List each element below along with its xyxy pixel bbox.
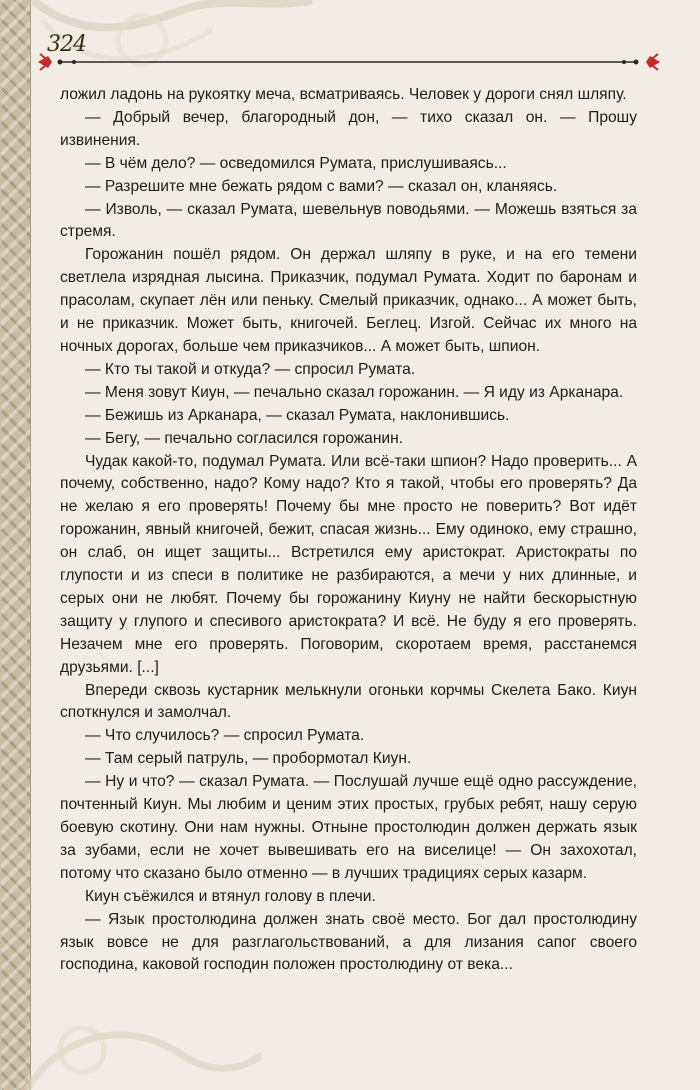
paragraph: — Меня зовут Киун, — печально сказал горожанин. — Я иду из Арканара.: [85, 383, 624, 401]
body-text: [60, 84, 637, 977]
paragraph: — Добрый вечер, благородный дон, — тихо сказал он. — Прошу извинения.: [60, 108, 637, 149]
paragraph: — Язык простолюдина должен знать своё место. Бог дал простолюдину язык вовсе не для разглагольствований, а для лизания сапог своего господина, каковой господин положен простолюдину от века...: [60, 910, 637, 974]
paragraph: ложил ладонь на рукоятку меча, всматриваясь. Человек у дороги снял шляпу.: [60, 86, 627, 103]
paragraph: — В чём дело? — осведомился Румата, прислушиваясь...: [85, 154, 507, 172]
paragraph: — Изволь, — сказал Румата, шевельнув поводьями. — Можешь взяться за стремя.: [60, 200, 637, 241]
paragraph: — Разрешите мне бежать рядом с вами? — сказал он, кланяясь.: [85, 177, 558, 195]
paragraph: — Бежишь из Арканара, — сказал Румата, наклонившись.: [85, 406, 510, 424]
page-number: 324: [47, 32, 86, 57]
header-rule: [38, 50, 660, 74]
paragraph: — Ну и что? — сказал Румата. — Послушай лучше ещё одно рассуждение, почтенный Киун. Мы любим и ценим этих простых, грубых ребят, нашу серую боевую скотину. Они нам нужны. Отныне простолюдин должен держать язык за зубами, если не хочет вывешивать его на виселице! — Он захохотал, потому что сказано было отменно — в лучших традициях серых казарм.: [60, 773, 637, 882]
paragraph: Впереди сквозь кустарник мелькнули огоньки корчмы Скелета Бако. Киун споткнулся и замолчал.: [60, 681, 637, 722]
decorative-border: [0, 0, 31, 1090]
paragraph: Чудак какой-то, подумал Румата. Или всё-таки шпион? Надо проверить... А почему, собственно, надо? Кому надо? Кто я такой, чтобы его проверять? Да не желаю я его проверять! Почему бы мне просто не поверить? Вот идёт горожанин, явный книгочей, бежит, спасая жизнь... Ему одиноко, ему страшно, он слаб, он ищет защиты... Встретился ему аристократ. Аристократы по глупости и из спеси в политике не разбираются, а мечи у них длинные, и серых они не любят. Почему бы горожанину Киуну не найти бескорыстную защиту у глупого и спесивого аристократа? И всё. Не буду я его проверять. Незачем мне его проверять. Поговорим, скоротаем время, расстанемся друзьями. [...]: [60, 452, 637, 676]
paragraph: — Там серый патруль, — пробормотал Киун.: [85, 750, 412, 768]
paragraph: — Что случилось? — спросил Румата.: [85, 727, 365, 745]
paragraph: Киун съёжился и втянул голову в плечи.: [85, 887, 376, 905]
paragraph: — Кто ты такой и откуда? — спросил Румата.: [85, 360, 416, 378]
paragraph: Горожанин пошёл рядом. Он держал шляпу в руке, и на его темени светлела изрядная лысина. Приказчик, подумал Румата. Ходит по баронам и прасолам, скупает лён или пеньку. Смелый приказчик, однако... А может быть, и не приказчик. Может быть, книгочей. Беглец. Изгой. Сейчас их много на ночных дорогах, больше чем приказчиков... А может быть, шпион.: [60, 246, 637, 355]
ornament-swirl-bottom: [22, 960, 262, 1090]
paragraph: — Бегу, — печально согласился горожанин.: [85, 429, 404, 447]
